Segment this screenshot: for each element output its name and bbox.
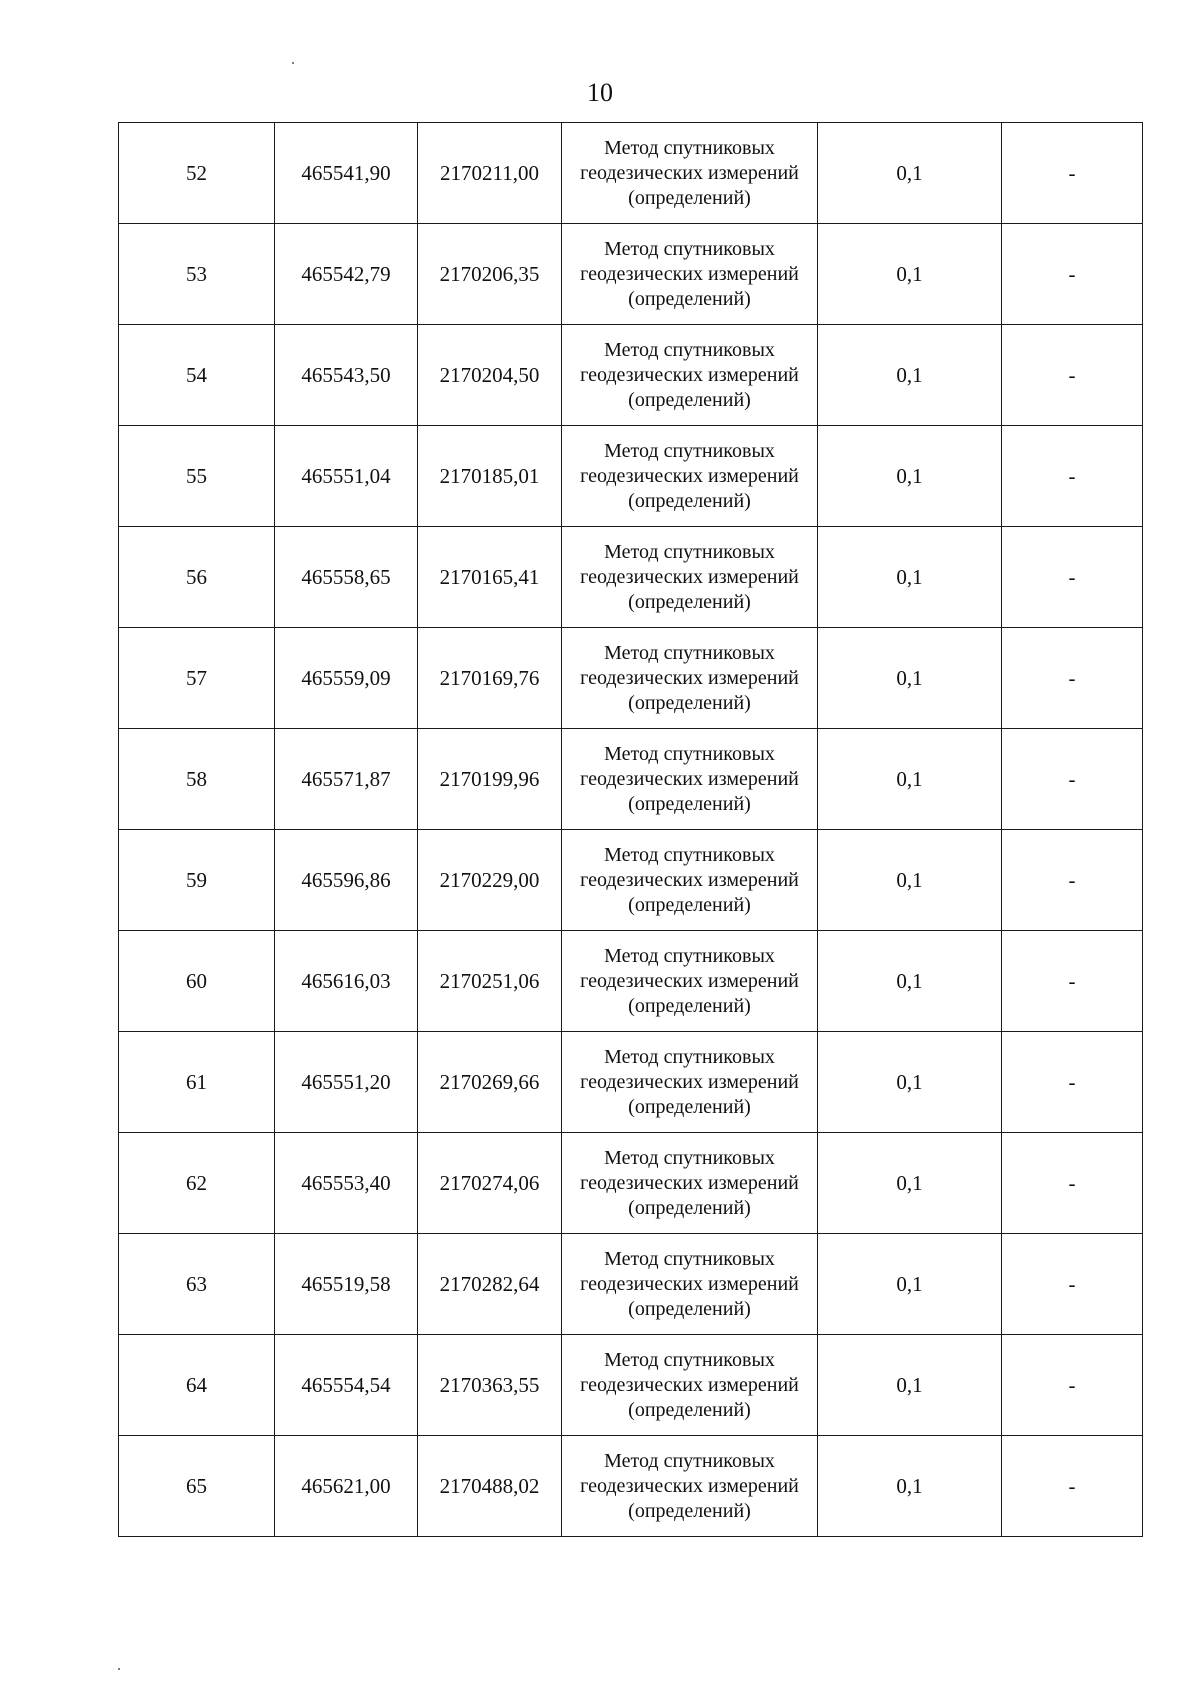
y-coordinate-cell: 2170185,01 [418, 426, 562, 527]
x-coordinate-cell: 465616,03 [275, 931, 418, 1032]
point-number-cell: 61 [119, 1032, 275, 1133]
table-row [119, 325, 1143, 426]
table-row [119, 1335, 1143, 1436]
table-row [119, 1436, 1143, 1537]
point-number-cell: 53 [119, 224, 275, 325]
accuracy-cell: 0,1 [818, 931, 1002, 1032]
x-coordinate-cell: 465559,09 [275, 628, 418, 729]
x-coordinate-cell: 465553,40 [275, 1133, 418, 1234]
table-row [119, 123, 1143, 224]
point-number-cell: 55 [119, 426, 275, 527]
note-cell: - [1002, 1032, 1143, 1133]
x-coordinate-cell: 465621,00 [275, 1436, 418, 1537]
accuracy-cell: 0,1 [818, 527, 1002, 628]
method-cell: Метод спутниковых геодезических измерений (определений) [562, 628, 818, 729]
x-coordinate-cell: 465554,54 [275, 1335, 418, 1436]
table-row [119, 1133, 1143, 1234]
note-cell: - [1002, 1335, 1143, 1436]
method-cell: Метод спутниковых геодезических измерений (определений) [562, 123, 818, 224]
x-coordinate-cell: 465551,20 [275, 1032, 418, 1133]
note-cell: - [1002, 527, 1143, 628]
accuracy-cell: 0,1 [818, 1436, 1002, 1537]
x-coordinate-cell: 465571,87 [275, 729, 418, 830]
y-coordinate-cell: 2170204,50 [418, 325, 562, 426]
coordinates-table [118, 122, 1143, 1537]
point-number-cell: 54 [119, 325, 275, 426]
y-coordinate-cell: 2170282,64 [418, 1234, 562, 1335]
note-cell: - [1002, 224, 1143, 325]
point-number-cell: 57 [119, 628, 275, 729]
accuracy-cell: 0,1 [818, 426, 1002, 527]
method-cell: Метод спутниковых геодезических измерений (определений) [562, 729, 818, 830]
accuracy-cell: 0,1 [818, 224, 1002, 325]
method-cell: Метод спутниковых геодезических измерений (определений) [562, 527, 818, 628]
x-coordinate-cell: 465541,90 [275, 123, 418, 224]
scan-speck [292, 62, 294, 64]
method-cell: Метод спутниковых геодезических измерений (определений) [562, 830, 818, 931]
accuracy-cell: 0,1 [818, 1032, 1002, 1133]
y-coordinate-cell: 2170251,06 [418, 931, 562, 1032]
point-number-cell: 59 [119, 830, 275, 931]
y-coordinate-cell: 2170274,06 [418, 1133, 562, 1234]
table-row [119, 1234, 1143, 1335]
table-row [119, 1032, 1143, 1133]
accuracy-cell: 0,1 [818, 628, 1002, 729]
note-cell: - [1002, 426, 1143, 527]
y-coordinate-cell: 2170363,55 [418, 1335, 562, 1436]
table-row [119, 224, 1143, 325]
table-row [119, 628, 1143, 729]
note-cell: - [1002, 1234, 1143, 1335]
table-body [119, 123, 1143, 1537]
note-cell: - [1002, 1133, 1143, 1234]
point-number-cell: 60 [119, 931, 275, 1032]
y-coordinate-cell: 2170269,66 [418, 1032, 562, 1133]
x-coordinate-cell: 465543,50 [275, 325, 418, 426]
accuracy-cell: 0,1 [818, 830, 1002, 931]
scan-speck [118, 1668, 120, 1670]
accuracy-cell: 0,1 [818, 1133, 1002, 1234]
y-coordinate-cell: 2170199,96 [418, 729, 562, 830]
y-coordinate-cell: 2170206,35 [418, 224, 562, 325]
table-row [119, 830, 1143, 931]
point-number-cell: 56 [119, 527, 275, 628]
point-number-cell: 64 [119, 1335, 275, 1436]
method-cell: Метод спутниковых геодезических измерений (определений) [562, 931, 818, 1032]
accuracy-cell: 0,1 [818, 1335, 1002, 1436]
note-cell: - [1002, 931, 1143, 1032]
accuracy-cell: 0,1 [818, 1234, 1002, 1335]
table-row [119, 426, 1143, 527]
accuracy-cell: 0,1 [818, 729, 1002, 830]
note-cell: - [1002, 1436, 1143, 1537]
x-coordinate-cell: 465551,04 [275, 426, 418, 527]
table-row [119, 527, 1143, 628]
point-number-cell: 63 [119, 1234, 275, 1335]
note-cell: - [1002, 123, 1143, 224]
method-cell: Метод спутниковых геодезических измерений (определений) [562, 1335, 818, 1436]
method-cell: Метод спутниковых геодезических измерений (определений) [562, 1133, 818, 1234]
method-cell: Метод спутниковых геодезических измерений (определений) [562, 224, 818, 325]
note-cell: - [1002, 830, 1143, 931]
x-coordinate-cell: 465519,58 [275, 1234, 418, 1335]
table-row [119, 931, 1143, 1032]
y-coordinate-cell: 2170488,02 [418, 1436, 562, 1537]
note-cell: - [1002, 628, 1143, 729]
note-cell: - [1002, 325, 1143, 426]
table-row [119, 729, 1143, 830]
x-coordinate-cell: 465542,79 [275, 224, 418, 325]
y-coordinate-cell: 2170229,00 [418, 830, 562, 931]
y-coordinate-cell: 2170165,41 [418, 527, 562, 628]
point-number-cell: 52 [119, 123, 275, 224]
page-number: 10 [587, 78, 613, 107]
point-number-cell: 62 [119, 1133, 275, 1234]
point-number-cell: 65 [119, 1436, 275, 1537]
accuracy-cell: 0,1 [818, 123, 1002, 224]
y-coordinate-cell: 2170169,76 [418, 628, 562, 729]
method-cell: Метод спутниковых геодезических измерений (определений) [562, 325, 818, 426]
accuracy-cell: 0,1 [818, 325, 1002, 426]
note-cell: - [1002, 729, 1143, 830]
method-cell: Метод спутниковых геодезических измерений (определений) [562, 426, 818, 527]
method-cell: Метод спутниковых геодезических измерений (определений) [562, 1436, 818, 1537]
y-coordinate-cell: 2170211,00 [418, 123, 562, 224]
method-cell: Метод спутниковых геодезических измерений (определений) [562, 1032, 818, 1133]
x-coordinate-cell: 465596,86 [275, 830, 418, 931]
point-number-cell: 58 [119, 729, 275, 830]
method-cell: Метод спутниковых геодезических измерений (определений) [562, 1234, 818, 1335]
x-coordinate-cell: 465558,65 [275, 527, 418, 628]
